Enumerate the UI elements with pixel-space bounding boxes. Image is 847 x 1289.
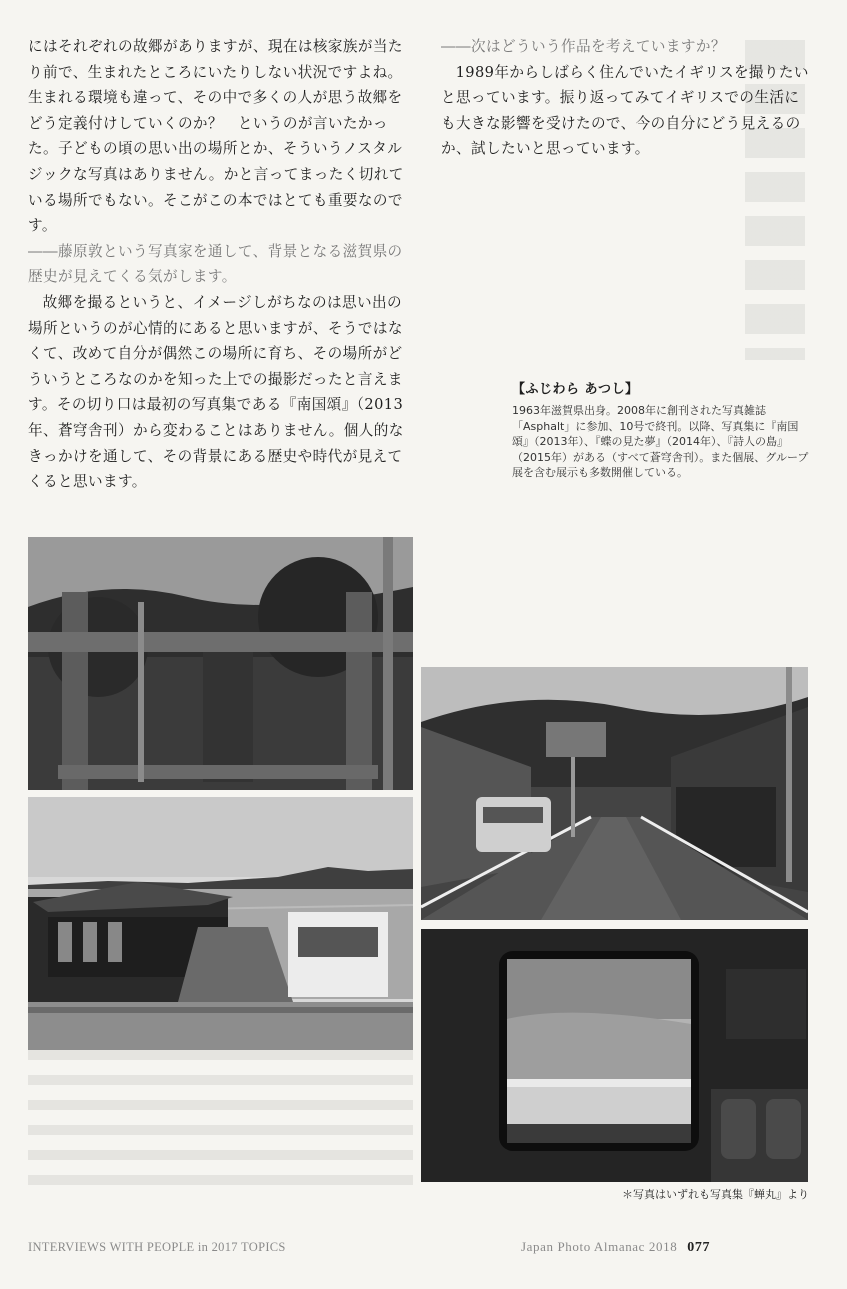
profile-bio: 1963年滋賀県出身。2008年に創刊された写真雑誌「Asphalt」に参加、10号で終刊。以降、写真集に『南国頌』（2013年）、『蝶の見た夢』（2014年）、『詩人の島』（2015年）がある（すべて蒼穹舎刊）。また個展、グループ展を含む展示も多数開催している。 <box>512 404 809 479</box>
window-photo-image <box>421 929 808 1182</box>
footer-publication-name: Japan Photo Almanac 2018 <box>521 1239 678 1254</box>
pier-photo <box>28 797 413 1050</box>
page-number: 077 <box>687 1240 711 1255</box>
footer-publication <box>521 1239 710 1256</box>
profile-box <box>512 378 812 481</box>
gate-photo <box>28 537 413 790</box>
gate-photo-image <box>28 537 413 790</box>
article-left-column <box>28 34 406 495</box>
street-photo-image <box>421 667 808 920</box>
photo-caption: ＊写真はいずれも写真集『蝉丸』より <box>622 1188 809 1201</box>
interview-question: ――次はどういう作品を考えていますか？ <box>441 38 726 55</box>
footer-section-title: INTERVIEWS WITH PEOPLE in 2017 TOPICS <box>28 1240 286 1254</box>
interview-answer: 1989年からしばらく住んでいたイギリスを撮りたいと思っています。振り返ってみてイギリスでの生活にも大きな影響を受けたので、今の自分にどう見えるのか、試したいと思っています。 <box>441 63 809 158</box>
interview-answer: 故郷を撮るというと、イメージしがちなのは思い出の場所というのが心情的にあると思いますが、そうではなくて、改めて自分が偶然この場所に育ち、その場所がどういうところなのかを知った上での撮影だったと言えます。その切り口は最初の写真集である『南国頌』（2013年、蒼穹舎刊）から変わることはありません。個人的なきっかけを通して、その背景にある歴史や時代が見えてくると思います。 <box>28 293 404 491</box>
interview-question: ――藤原敦という写真家を通して、背景となる滋賀県の歴史が見えてくる気がします。 <box>28 242 403 286</box>
article-right-column <box>441 34 813 162</box>
profile-name: 【ふじわら あつし】 <box>512 382 639 397</box>
window-photo <box>421 929 808 1182</box>
show-through-text <box>28 1050 413 1200</box>
article-paragraph: にはそれぞれの故郷がありますが、現在は核家族が当たり前で、生まれたところにいたりしない状況ですよね。生まれる環境も違って、その中で多くの人が思う故郷をどう定義付けしていくのか？ というのが言いたかった。子どもの頃の思い出の場所とか、そういうノスタルジックな写真はありません。かと言ってまったく切れている場所でもない。そこがこの本ではとても重要なのです。 <box>28 38 404 235</box>
pier-photo-image <box>28 797 413 1050</box>
street-photo <box>421 667 808 920</box>
